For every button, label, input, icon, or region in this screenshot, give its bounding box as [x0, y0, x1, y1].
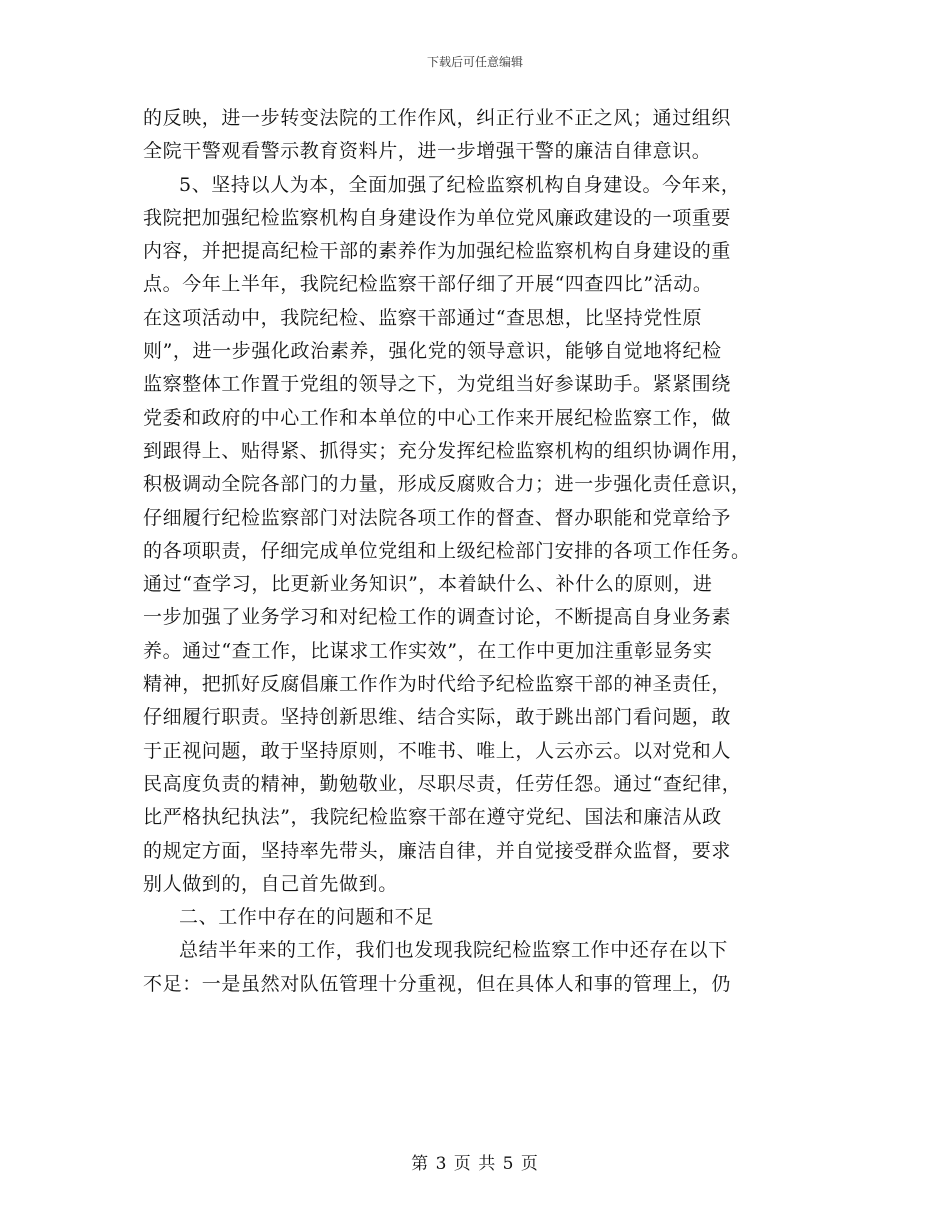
document-body [143, 102, 803, 1001]
text-line: 积极调动全院各部门的力量，形成反腐败合力；进一步强化责任意识， [143, 473, 751, 496]
text-line: 5、坚持以人为本，全面加强了纪检监察机构自身建设。今年来， [179, 173, 741, 196]
text-line: 仔细履行纪检监察部门对法院各项工作的督查、督办职能和党章给予 [143, 506, 732, 529]
text-line: 通过“查学习，比更新业务知识”，本着缺什么、补什么的原则，进 [143, 573, 713, 596]
page-header: 下载后可任意编辑 [426, 55, 523, 69]
text-line: 在这项活动中，我院纪检、监察干部通过“查思想，比坚持党性原 [143, 306, 703, 329]
text-line: 内容，并把提高纪检干部的素养作为加强纪检监察机构自身建设的重 [143, 240, 732, 263]
text-line: 一步加强了业务学习和对纪检工作的调查讨论，不断提高自身业务素 [143, 606, 732, 629]
text-line: 于正视问题，敢于坚持原则，不唯书、唯上，人云亦云。以对党和人 [143, 739, 732, 762]
text-line: 我院把加强纪检监察机构自身建设作为单位党风廉政建设的一项重要 [143, 206, 732, 229]
text-line: 监察整体工作置于党组的领导之下，为党组当好参谋助手。紧紧围绕 [143, 373, 732, 396]
text-line: 点。今年上半年，我院纪检监察干部仔细了开展“四查四比”活动。 [143, 273, 713, 296]
text-line: 到跟得上、贴得紧、抓得实；充分发挥纪检监察机构的组织协调作用， [143, 439, 751, 462]
text-line: 别人做到的，自己首先做到。 [143, 872, 398, 895]
text-line: 比严格执纪执法”，我院纪检监察干部在遵守党纪、国法和廉洁从政 [143, 806, 722, 829]
text-line: 养。通过“查工作，比谋求工作实效”，在工作中更加注重彰显务实 [143, 639, 713, 662]
text-line: 不足：一是虽然对队伍管理十分重视，但在具体人和事的管理上，仍 [143, 972, 732, 995]
text-line: 的各项职责，仔细完成单位党组和上级纪检部门安排的各项工作任务。 [143, 539, 751, 562]
text-line: 总结半年来的工作，我们也发现我院纪检监察工作中还存在以下 [179, 939, 728, 962]
text-line: 的反映，进一步转变法院的工作作风，纠正行业不正之风；通过组织 [143, 107, 732, 129]
text-line: 精神，把抓好反腐倡廉工作作为时代给予纪检监察干部的神圣责任， [143, 673, 732, 696]
text-line: 全院干警观看警示教育资料片，进一步增强干警的廉洁自律意识。 [143, 140, 712, 163]
text-line: 则”，进一步强化政治素养，强化党的领导意识，能够自觉地将纪检 [143, 340, 722, 363]
page-number: 第 3 页 共 5 页 [411, 1154, 539, 1174]
text-line: 民高度负责的精神，勤勉敬业，尽职尽责，任劳任怨。通过“查纪律， [143, 772, 742, 795]
text-line: 仔细履行职责。坚持创新思维、结合实际，敢于跳出部门看问题，敢 [143, 706, 732, 729]
text-line: 党委和政府的中心工作和本单位的中心工作来开展纪检监察工作，做 [143, 406, 732, 429]
section-heading: 二、工作中存在的问题和不足 [179, 906, 434, 929]
text-line: 的规定方面，坚持率先带头，廉洁自律，并自觉接受群众监督，要求 [143, 839, 732, 862]
